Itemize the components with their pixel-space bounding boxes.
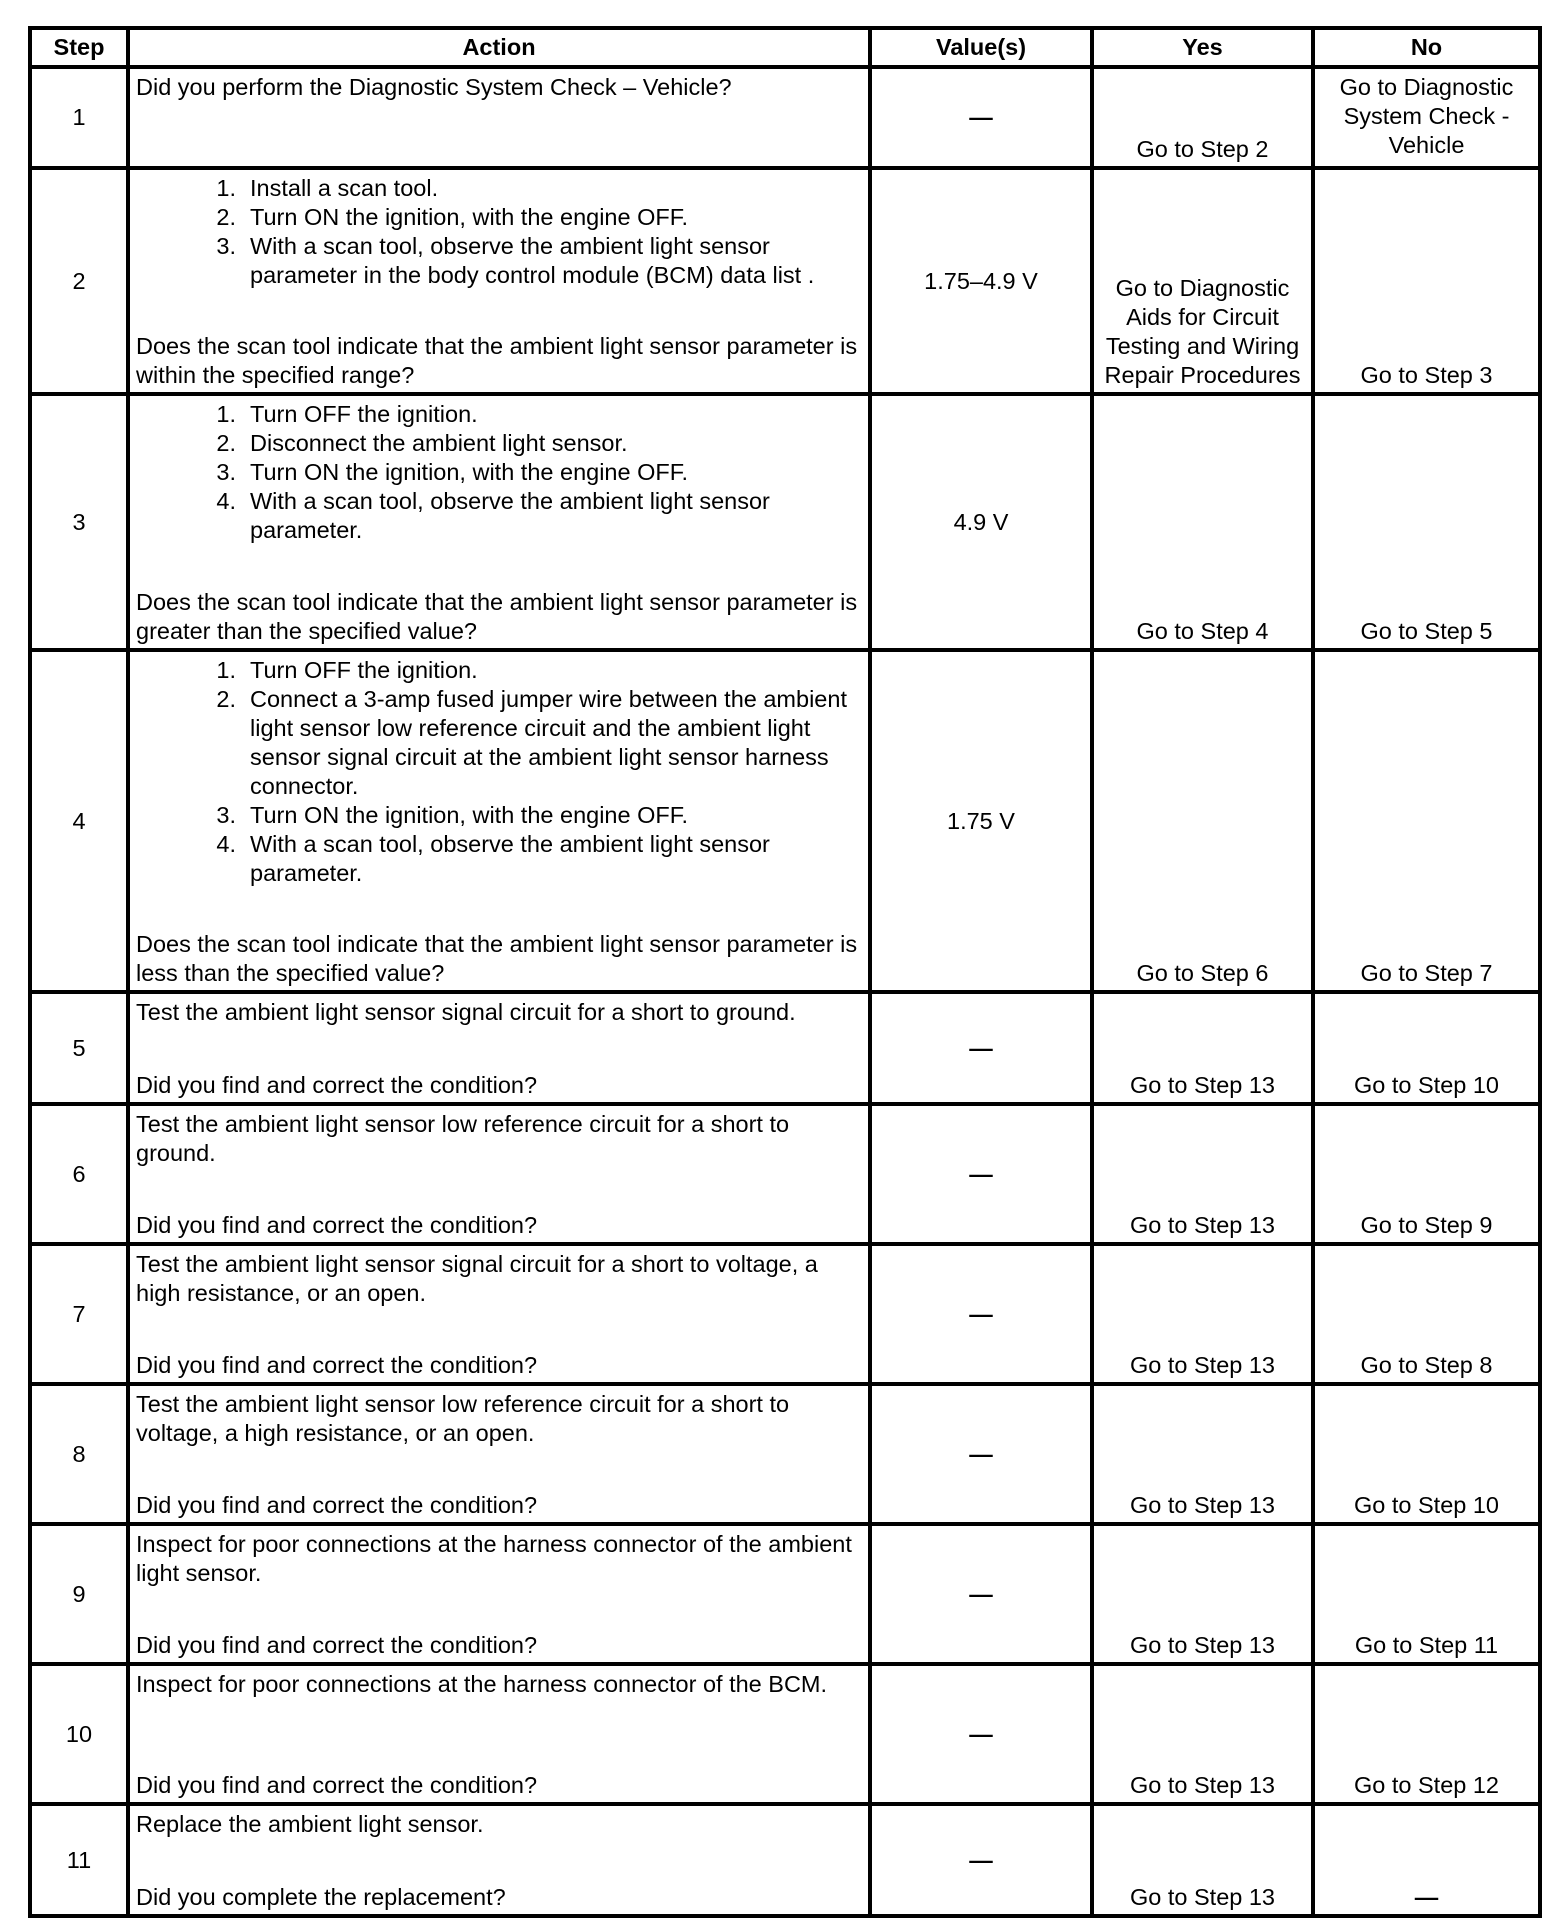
yes-outcome: Go to Step 13 xyxy=(1129,1492,1276,1518)
no-cell xyxy=(1313,168,1540,394)
step-number: 8 xyxy=(30,1384,128,1524)
action-cell xyxy=(128,67,870,168)
action-cell xyxy=(128,168,870,394)
action-question: Did you find and correct the condition? xyxy=(136,1492,538,1518)
action-question: Does the scan tool indicate that the ambient light sensor parameter is within the specified range? xyxy=(136,333,858,388)
action-instruction: Test the ambient light sensor low reference circuit for a short to ground. xyxy=(136,1111,790,1166)
yes-cell xyxy=(1092,1524,1313,1664)
no-cell xyxy=(1313,1664,1540,1804)
action-instruction: Did you perform the Diagnostic System Check – Vehicle? xyxy=(136,74,732,100)
action-cell xyxy=(128,1664,870,1804)
header-no: No xyxy=(1313,28,1540,67)
table-row xyxy=(30,394,1540,650)
diagnostic-table xyxy=(28,26,1542,1918)
yes-cell xyxy=(1092,1664,1313,1804)
value-cell: 1.75–4.9 V xyxy=(870,168,1092,394)
list-item-number: 3. xyxy=(216,233,236,259)
no-cell xyxy=(1313,1384,1540,1524)
action-instruction: Test the ambient light sensor signal circuit for a short to ground. xyxy=(136,999,796,1025)
table-row xyxy=(30,1664,1540,1804)
yes-outcome: Go to Step 6 xyxy=(1136,960,1269,986)
no-outcome: Go to Step 5 xyxy=(1360,618,1493,644)
no-outcome: Go to Step 11 xyxy=(1354,1632,1499,1658)
action-instruction: Inspect for poor connections at the harness connector of the ambient light sensor. xyxy=(136,1531,852,1586)
action-question: Did you find and correct the condition? xyxy=(136,1072,538,1098)
action-steps-list xyxy=(136,656,862,888)
yes-outcome: Go to Step 2 xyxy=(1136,136,1269,162)
action-cell xyxy=(128,992,870,1104)
list-item xyxy=(136,458,862,487)
step-number: 1 xyxy=(30,67,128,168)
list-item-text: Disconnect the ambient light sensor. xyxy=(250,430,628,456)
action-question: Does the scan tool indicate that the ambient light sensor parameter is less than the specified value? xyxy=(136,931,858,986)
yes-cell xyxy=(1092,1804,1313,1916)
no-cell xyxy=(1313,1524,1540,1664)
yes-cell xyxy=(1092,1244,1313,1384)
yes-outcome: Go to Step 13 xyxy=(1129,1884,1276,1910)
no-cell xyxy=(1313,67,1540,168)
value-cell: — xyxy=(870,1244,1092,1384)
list-item-number: 1. xyxy=(216,401,236,427)
list-item-number: 2. xyxy=(216,204,236,230)
list-item xyxy=(136,830,862,888)
table-row xyxy=(30,1104,1540,1244)
list-item xyxy=(136,685,862,801)
yes-outcome: Go to Step 4 xyxy=(1136,618,1269,644)
table-row xyxy=(30,1524,1540,1664)
action-cell xyxy=(128,1384,870,1524)
list-item xyxy=(136,801,862,830)
list-item-number: 1. xyxy=(216,175,236,201)
header-action: Action xyxy=(128,28,870,67)
action-cell xyxy=(128,650,870,992)
action-cell xyxy=(128,1804,870,1916)
action-cell xyxy=(128,394,870,650)
list-item-text: Turn ON the ignition, with the engine OFF. xyxy=(250,204,689,230)
yes-outcome: Go to Diagnostic Aids for Circuit Testing and Wiring Repair Procedures xyxy=(1104,275,1301,388)
value-cell: 1.75 V xyxy=(870,650,1092,992)
action-cell xyxy=(128,1244,870,1384)
table-row xyxy=(30,67,1540,168)
action-question: Did you find and correct the condition? xyxy=(136,1352,538,1378)
table-row xyxy=(30,650,1540,992)
yes-cell xyxy=(1092,168,1313,394)
list-item-text: With a scan tool, observe the ambient light sensor parameter. xyxy=(250,831,770,886)
list-item xyxy=(136,429,862,458)
list-item-number: 4. xyxy=(216,488,236,514)
no-cell xyxy=(1313,1804,1540,1916)
list-item-text: Turn ON the ignition, with the engine OFF. xyxy=(250,459,689,485)
yes-outcome: Go to Step 13 xyxy=(1129,1072,1276,1098)
step-number: 6 xyxy=(30,1104,128,1244)
action-question: Did you find and correct the condition? xyxy=(136,1632,538,1658)
yes-cell xyxy=(1092,650,1313,992)
no-outcome: — xyxy=(1414,1884,1439,1910)
value-cell: — xyxy=(870,1664,1092,1804)
value-cell: 4.9 V xyxy=(870,394,1092,650)
no-outcome: Go to Step 10 xyxy=(1353,1492,1500,1518)
yes-cell xyxy=(1092,1384,1313,1524)
list-item xyxy=(136,232,862,290)
yes-cell xyxy=(1092,1104,1313,1244)
action-cell xyxy=(128,1104,870,1244)
no-outcome: Go to Step 10 xyxy=(1353,1072,1500,1098)
header-step: Step xyxy=(30,28,128,67)
list-item xyxy=(136,656,862,685)
yes-cell xyxy=(1092,67,1313,168)
no-cell xyxy=(1313,1104,1540,1244)
action-instruction: Inspect for poor connections at the harness connector of the BCM. xyxy=(136,1671,828,1697)
step-number: 9 xyxy=(30,1524,128,1664)
yes-outcome: Go to Step 13 xyxy=(1129,1212,1276,1238)
value-cell: — xyxy=(870,67,1092,168)
header-yes: Yes xyxy=(1092,28,1313,67)
value-cell: — xyxy=(870,1524,1092,1664)
action-question: Does the scan tool indicate that the ambient light sensor parameter is greater than the specified value? xyxy=(136,589,858,644)
list-item xyxy=(136,487,862,545)
no-cell xyxy=(1313,394,1540,650)
action-instruction: Replace the ambient light sensor. xyxy=(136,1811,484,1837)
no-cell xyxy=(1313,650,1540,992)
table-row xyxy=(30,1384,1540,1524)
list-item-text: Install a scan tool. xyxy=(250,175,439,201)
no-outcome: Go to Diagnostic System Check - Vehicle xyxy=(1339,74,1514,158)
no-outcome: Go to Step 7 xyxy=(1360,960,1493,986)
step-number: 4 xyxy=(30,650,128,992)
value-cell: — xyxy=(870,1804,1092,1916)
step-number: 11 xyxy=(30,1804,128,1916)
header-row xyxy=(30,28,1540,67)
no-outcome: Go to Step 3 xyxy=(1360,362,1493,388)
list-item-text: With a scan tool, observe the ambient light sensor parameter in the body control module (BCM) data list . xyxy=(250,233,815,288)
no-outcome: Go to Step 8 xyxy=(1360,1352,1493,1378)
no-cell xyxy=(1313,992,1540,1104)
list-item-number: 3. xyxy=(216,459,236,485)
table-row xyxy=(30,1244,1540,1384)
header-values: Value(s) xyxy=(870,28,1092,67)
yes-outcome: Go to Step 13 xyxy=(1129,1352,1276,1378)
step-number: 3 xyxy=(30,394,128,650)
list-item-number: 2. xyxy=(216,686,236,712)
step-number: 5 xyxy=(30,992,128,1104)
value-cell: — xyxy=(870,1384,1092,1524)
list-item-text: Connect a 3-amp fused jumper wire between the ambient light sensor low reference circuit and the ambient light sensor signal circuit at the ambient light sensor harness connector. xyxy=(250,686,847,799)
no-cell xyxy=(1313,1244,1540,1384)
yes-cell xyxy=(1092,394,1313,650)
list-item-text: Turn OFF the ignition. xyxy=(250,657,478,683)
list-item xyxy=(136,203,862,232)
action-instruction: Test the ambient light sensor low reference circuit for a short to voltage, a high resistance, or an open. xyxy=(136,1391,790,1446)
action-question: Did you find and correct the condition? xyxy=(136,1212,538,1238)
action-question: Did you complete the replacement? xyxy=(136,1884,506,1910)
table-row xyxy=(30,168,1540,394)
list-item-text: Turn OFF the ignition. xyxy=(250,401,478,427)
action-steps-list xyxy=(136,174,862,290)
list-item-text: Turn ON the ignition, with the engine OFF. xyxy=(250,802,689,828)
yes-outcome: Go to Step 13 xyxy=(1129,1772,1276,1798)
table-row xyxy=(30,992,1540,1104)
no-outcome: Go to Step 12 xyxy=(1353,1772,1500,1798)
list-item-number: 1. xyxy=(216,657,236,683)
yes-cell xyxy=(1092,992,1313,1104)
table-row xyxy=(30,1804,1540,1916)
action-steps-list xyxy=(136,400,862,545)
action-question: Did you find and correct the condition? xyxy=(136,1772,538,1798)
list-item-number: 4. xyxy=(216,831,236,857)
action-cell xyxy=(128,1524,870,1664)
value-cell: — xyxy=(870,992,1092,1104)
action-instruction: Test the ambient light sensor signal circuit for a short to voltage, a high resistance, or an open. xyxy=(136,1251,818,1306)
list-item xyxy=(136,174,862,203)
value-cell: — xyxy=(870,1104,1092,1244)
list-item-number: 2. xyxy=(216,430,236,456)
step-number: 10 xyxy=(30,1664,128,1804)
list-item-number: 3. xyxy=(216,802,236,828)
step-number: 2 xyxy=(30,168,128,394)
step-number: 7 xyxy=(30,1244,128,1384)
list-item-text: With a scan tool, observe the ambient light sensor parameter. xyxy=(250,488,770,543)
no-outcome: Go to Step 9 xyxy=(1360,1212,1493,1238)
list-item xyxy=(136,400,862,429)
yes-outcome: Go to Step 13 xyxy=(1129,1632,1276,1658)
